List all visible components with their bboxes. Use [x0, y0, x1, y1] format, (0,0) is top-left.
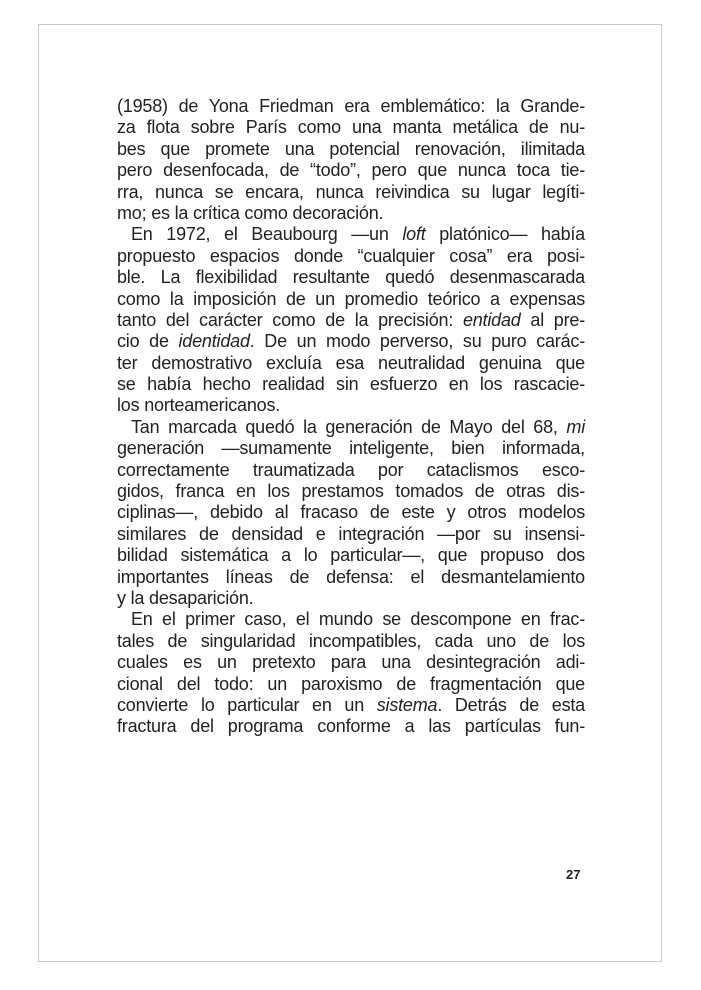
text-line [117, 695, 585, 716]
text-line [117, 417, 585, 438]
text-run: al pre- [520, 309, 586, 330]
text-line: como la imposición de un promedio teórico a expensas [117, 288, 585, 309]
text-run: platónico— había [425, 224, 585, 245]
text-run: convierte lo particular en un [117, 694, 377, 715]
text-line: bilidad sistemática a lo particular—, que propuso dos [117, 545, 585, 566]
text-line: ble. La flexibilidad resultante quedó desenmascarada [117, 267, 585, 288]
text-line: los norteamericanos. [117, 395, 281, 416]
text-line: gidos, franca en los prestamos tomados de otras dis- [117, 481, 585, 502]
text-run: tanto del carácter como de la precisión: [117, 309, 463, 330]
body-text [117, 96, 585, 738]
italic-word: loft [402, 224, 426, 245]
text-line: pero desenfocada, de “todo”, pero que nunca toca tie- [117, 160, 585, 181]
text-line: En el primer caso, el mundo se descompone en frac- [131, 609, 585, 630]
text-line: importantes líneas de defensa: el desmantelamiento [117, 566, 585, 587]
text-line: propuesto espacios donde “cualquier cosa” era posi- [117, 245, 585, 266]
text-line: za flota sobre París como una manta metálica de nu- [117, 117, 585, 138]
text-line: (1958) de Yona Friedman era emblemático: la Grande- [117, 96, 585, 116]
italic-word: identidad [178, 331, 250, 352]
text-line: rra, nunca se encara, nunca reivindica su lugar legíti- [117, 181, 585, 202]
text-line: bes que promete una potencial renovación, ilimitada [117, 138, 585, 159]
text-line: cuales es un pretexto para una desintegración adi- [117, 652, 585, 673]
text-run: Tan marcada quedó la generación de Mayo del 68, [131, 416, 567, 437]
text-line: correctamente traumatizada por cataclismos esco- [117, 459, 585, 480]
text-line: ter demostrativo excluía esa neutralidad genuina que [117, 352, 585, 373]
italic-word: mi [566, 416, 585, 437]
text-line: se había hecho realidad sin esfuerzo en los rascacie- [117, 374, 585, 395]
text-run: . De un modo perverso, su puro carác- [249, 331, 585, 352]
text-run: cio de [117, 331, 179, 352]
text-line: tales de singularidad incompatibles, cada uno de los [117, 630, 585, 651]
page-number: 27 [566, 867, 581, 882]
text-line [117, 310, 585, 331]
text-line: y la desaparición. [117, 587, 254, 608]
text-line: cional del todo: un paroxismo de fragmentación que [117, 673, 585, 694]
text-line [117, 331, 585, 352]
text-line: generación —sumamente inteligente, bien informada, [117, 438, 585, 459]
text-line: similares de densidad e integración —por su insensi- [117, 523, 585, 544]
text-line: fractura del programa conforme a las partículas fun- [117, 716, 585, 737]
text-run: . Detrás de esta [437, 694, 585, 715]
text-line: ciplinas—, debido al fracaso de este y otros modelos [117, 502, 585, 523]
italic-word: entidad [462, 309, 521, 330]
italic-word: sistema [376, 694, 438, 715]
text-run: En 1972, el Beaubourg —un [131, 224, 403, 245]
text-line: mo; es la crítica como decoración. [117, 202, 384, 223]
text-line [117, 224, 585, 245]
